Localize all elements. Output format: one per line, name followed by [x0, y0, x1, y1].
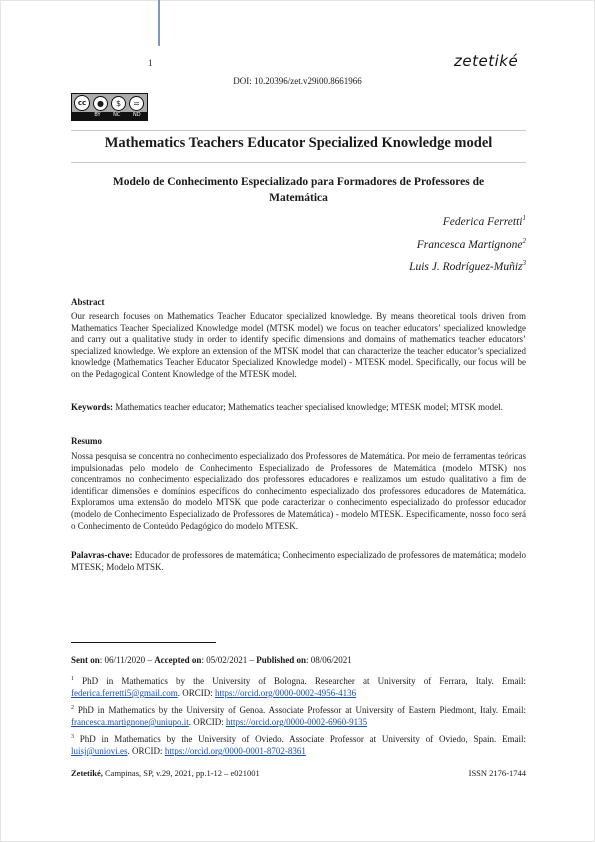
abstract-keywords: Keywords: Mathematics teacher educator; Mathematics teacher specialised knowledge; MTESK model; MTSK model. — [71, 402, 503, 412]
abstract-text: Our research focuses on Mathematics Teacher Educator specialized knowledge. By means theoretical tools driven from Mathematics Teacher Specialized Knowledge model (MTSK model) we focus on teacher educators’ specialized knowledge and carry out a qualitative study in order to identify specific dimensions and domains of mathematics teacher educators’ specialized knowledge. We explore an extension of the MTSK model that can characterize the teacher educator’s specialized knowledge (Mathematics Teacher Educator Specialized Knowledge model) - MTESK model. Specifically, our focus will be on the Pedagogical Content Knowledge of the MTESK model. — [71, 311, 526, 379]
journal-logo: zetetiké — [454, 52, 519, 70]
footnote-1: $^1$ PhD in Mathematics by the University of Bologna. Researcher at University of Ferrara, Italy. Email: federica.ferretti5@gmail.com. ORCID: https://orcid.org/0000-0002-4956-4136 — [71, 676, 526, 698]
license-nd: ND — [133, 112, 141, 118]
resumo-heading: Resumo — [71, 436, 102, 446]
person-icon: ● — [93, 96, 108, 111]
title-rule-top — [71, 130, 526, 131]
orcid-link-1[interactable]: https://orcid.org/0000-0002-4956-4136 — [215, 688, 357, 698]
orcid-link-2[interactable]: https://orcid.org/0000-0002-6960-9135 — [226, 717, 368, 727]
orcid-link-3[interactable]: https://orcid.org/0000-0001-8702-8361 — [164, 746, 306, 756]
abstract-heading: Abstract — [71, 297, 105, 307]
title-rule-bottom — [71, 162, 526, 163]
journal-citation: Zetetiké, Campinas, SP, v.29, 2021, pp.1-12 – e021001 — [71, 768, 260, 778]
cc-license-badge[interactable] — [71, 93, 148, 121]
author-1: Federica Ferretti$^1$ — [442, 214, 526, 228]
footnote-2: $^2$ PhD in Mathematics by the University of Genoa. Associate Professor at University of Eastern Piedmont, Italy. Email: francesca.martignone@uniupo.it. ORCID: https://orcid.org/0000-0002-6960-9135 — [71, 705, 526, 727]
email-link-3[interactable]: luisj@uniovi.es — [71, 746, 128, 756]
dollar-off-icon: $ — [111, 96, 126, 111]
equals-icon: = — [129, 96, 144, 111]
submission-dates: Sent on: 06/11/2020 – Accepted on: 05/02/2021 – Published on: 08/06/2021 — [71, 655, 352, 665]
margin-accent-rule — [158, 0, 160, 46]
page-number: 1 — [148, 58, 153, 68]
resumo-text: Nossa pesquisa se concentra no conhecimento especializado dos Professores de Matemática. Por meio de ferramentas teóricas impulsionadas pelo modelo de Conhecimento Especializado de Professores de Matemática (modelo MTSK) nos concentramos no conhecimento especializado dos professores educadores e realizamos um estudo qualitativo a fim de identificar dimensões e domínios específicos do conhecimento especializado dos professores educadores de Matemática. Exploramos uma extensão do modelo MTSK que pode caracterizar o conhecimento especializado do professor educador (modelo de Conhecimento Especializado de Professores de Matemática) - modelo MTESK. Especificamente, nosso foco será o Conhecimento de Conteúdo Pedagógico do modelo MTESK. — [71, 451, 526, 531]
license-by: BY — [94, 112, 101, 118]
paper-subtitle: Modelo de Conhecimento Especializado para Formadores de Professores de Matemática — [112, 176, 485, 204]
resumo-keywords: Palavras-chave: Educador de professores de matemática; Conhecimento especializado de professores de matemática; modelo MTESK; Modelo MTSK. — [71, 550, 526, 572]
footnote-3: $^3$ PhD in Mathematics by the University of Oviedo. Associate Professor at University of Oviedo, Spain. Email: luisj@uniovi.es. ORCID: https://orcid.org/0000-0001-8702-8361 — [71, 734, 526, 756]
paper-title: Mathematics Teachers Educator Specialized Knowledge model — [104, 135, 493, 151]
author-2: Francesca Martignone$^2$ — [416, 237, 526, 251]
author-3: Luis J. Rodríguez-Muñiz$^3$ — [409, 259, 526, 273]
doi: DOI: 10.20396/zet.v29i00.8661966 — [233, 76, 362, 86]
issn: ISSN 2176-1744 — [468, 768, 526, 778]
footnote-rule — [71, 642, 216, 643]
email-link-1[interactable]: federica.ferretti5@gmail.com — [71, 688, 178, 698]
email-link-2[interactable]: francesca.martignone@uniupo.it — [71, 717, 189, 727]
cc-icon: cc — [74, 95, 90, 111]
license-nc: NC — [113, 112, 121, 118]
